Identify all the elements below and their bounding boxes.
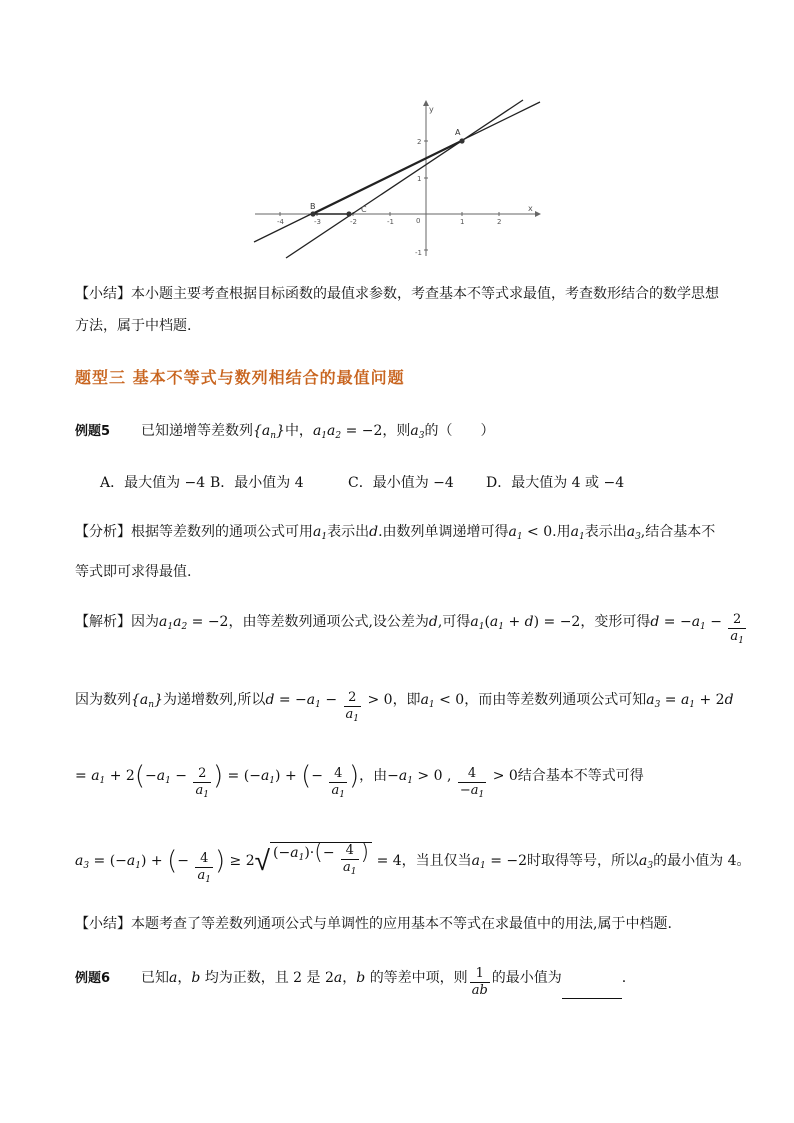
analysis-line-2: 等式即可求得最值. — [75, 564, 192, 580]
example-5-text-a: 已知递增等差数列 — [140, 423, 253, 439]
point-C — [346, 211, 351, 216]
answer-blank[interactable] — [562, 984, 622, 999]
solution-line-4: $a_3 = (-a_1)$ + (− $\frac{4}{a_1}$ ) ≥ 2√ $(-a_1)\cdot(-$ $\frac{4}{a_1}$ ) = 4，当且仅当$a_1 = -2$时取得等号，所以$a_3$的最小值为 4。 — [75, 842, 751, 888]
y-tick-label: 2 — [417, 138, 422, 146]
y-tick-label: 1 — [417, 175, 422, 183]
option-C: C．最小值为 −4 — [348, 475, 454, 491]
example-6-label: 例题6 — [75, 971, 111, 986]
point-A — [459, 138, 464, 143]
point-B — [310, 211, 315, 216]
option-D: D．最大值为 4 或 −4 — [486, 475, 625, 491]
x-tick-label: -2 — [350, 218, 357, 226]
example-5-text-c: ，则 — [382, 423, 411, 439]
example-5-stem: 例题5 已知递增等差数列$\{a_n\}$中，$a_1a_2 = -2$，则$a_3$的（ ） — [75, 423, 495, 441]
x-axis-label: x — [528, 204, 533, 213]
coordinate-graph — [240, 98, 550, 260]
y-tick-label: -1 — [415, 249, 422, 257]
point-C-label: C — [361, 205, 367, 214]
x-tick-label: -4 — [277, 218, 284, 226]
point-B-label: B — [310, 202, 316, 211]
example-5-text-b: 中， — [284, 423, 313, 439]
segment-B-A — [313, 141, 462, 214]
x-tick-label: -1 — [387, 218, 394, 226]
origin-label: 0 — [416, 217, 421, 225]
section-heading: 题型三 基本不等式与数列相结合的最值问题 — [75, 368, 405, 387]
summary-1-line-2: 方法，属于中档题. — [75, 318, 192, 334]
summary-2: 【小结】本题考查了等差数列通项公式与单调性的应用基本不等式在求最值中的用法,属于中档题. — [75, 916, 672, 932]
x-tick-label: -3 — [314, 218, 321, 226]
solution-line-2: 因为数列$\{a_n\}$为递增数列,所以$d = -a_1$ − $\frac{2}{a_1}$ > 0，即$a_1 < 0$，而由等差数列通项公式可知$a_3 = a_1 + 2d$ — [75, 690, 734, 727]
point-A-label: A — [455, 128, 461, 137]
x-axis-arrow-icon — [535, 211, 541, 217]
solution-line-1: 【解析】因为$a_1a_2 = -2$，由等差数列通项公式,设公差为d,可得$a_1(a_1 + d) = -2$，变形可得$d = -a_1$ − $\frac{2}{a_1}$ — [75, 612, 748, 649]
y-axis-label: y — [429, 105, 434, 114]
example-5-label: 例题5 — [75, 424, 111, 439]
option-B: B．最小值为 4 — [210, 475, 304, 491]
x-tick-label: 1 — [460, 218, 465, 226]
solution-line-3: = $a_1 + 2(-a_1$ − $\frac{2}{a_1}$ ) = $(-a_1)$ + (− $\frac{4}{a_1}$ )，由$-a_1 > 0$ , $\frac{4}{-a_1}$ > 0结合基本不等式可得 — [75, 766, 644, 803]
line-through-C-A — [286, 100, 523, 258]
example-5-text-d: 的（ ） — [424, 423, 495, 439]
option-A: A．最大值为 −4 — [100, 475, 206, 491]
x-tick-label: 2 — [497, 218, 502, 226]
summary-1-line-1: 【小结】本小题主要考查根据目标函数的最值求参数，考查基本不等式求最值，考查数形结合的数学思想 — [75, 286, 719, 302]
example-6-stem: 例题6 已知a，b 均为正数，且 2 是 2a，b 的等差中项，则 $\frac{1}{ab}$ 的最小值为 . — [75, 966, 627, 998]
analysis-line-1: 【分析】根据等差数列的通项公式可用$a_1$表示出d.由数列单调递增可得$a_1 < 0$.用$a_1$表示出$a_3$,结合基本不 — [75, 524, 716, 542]
